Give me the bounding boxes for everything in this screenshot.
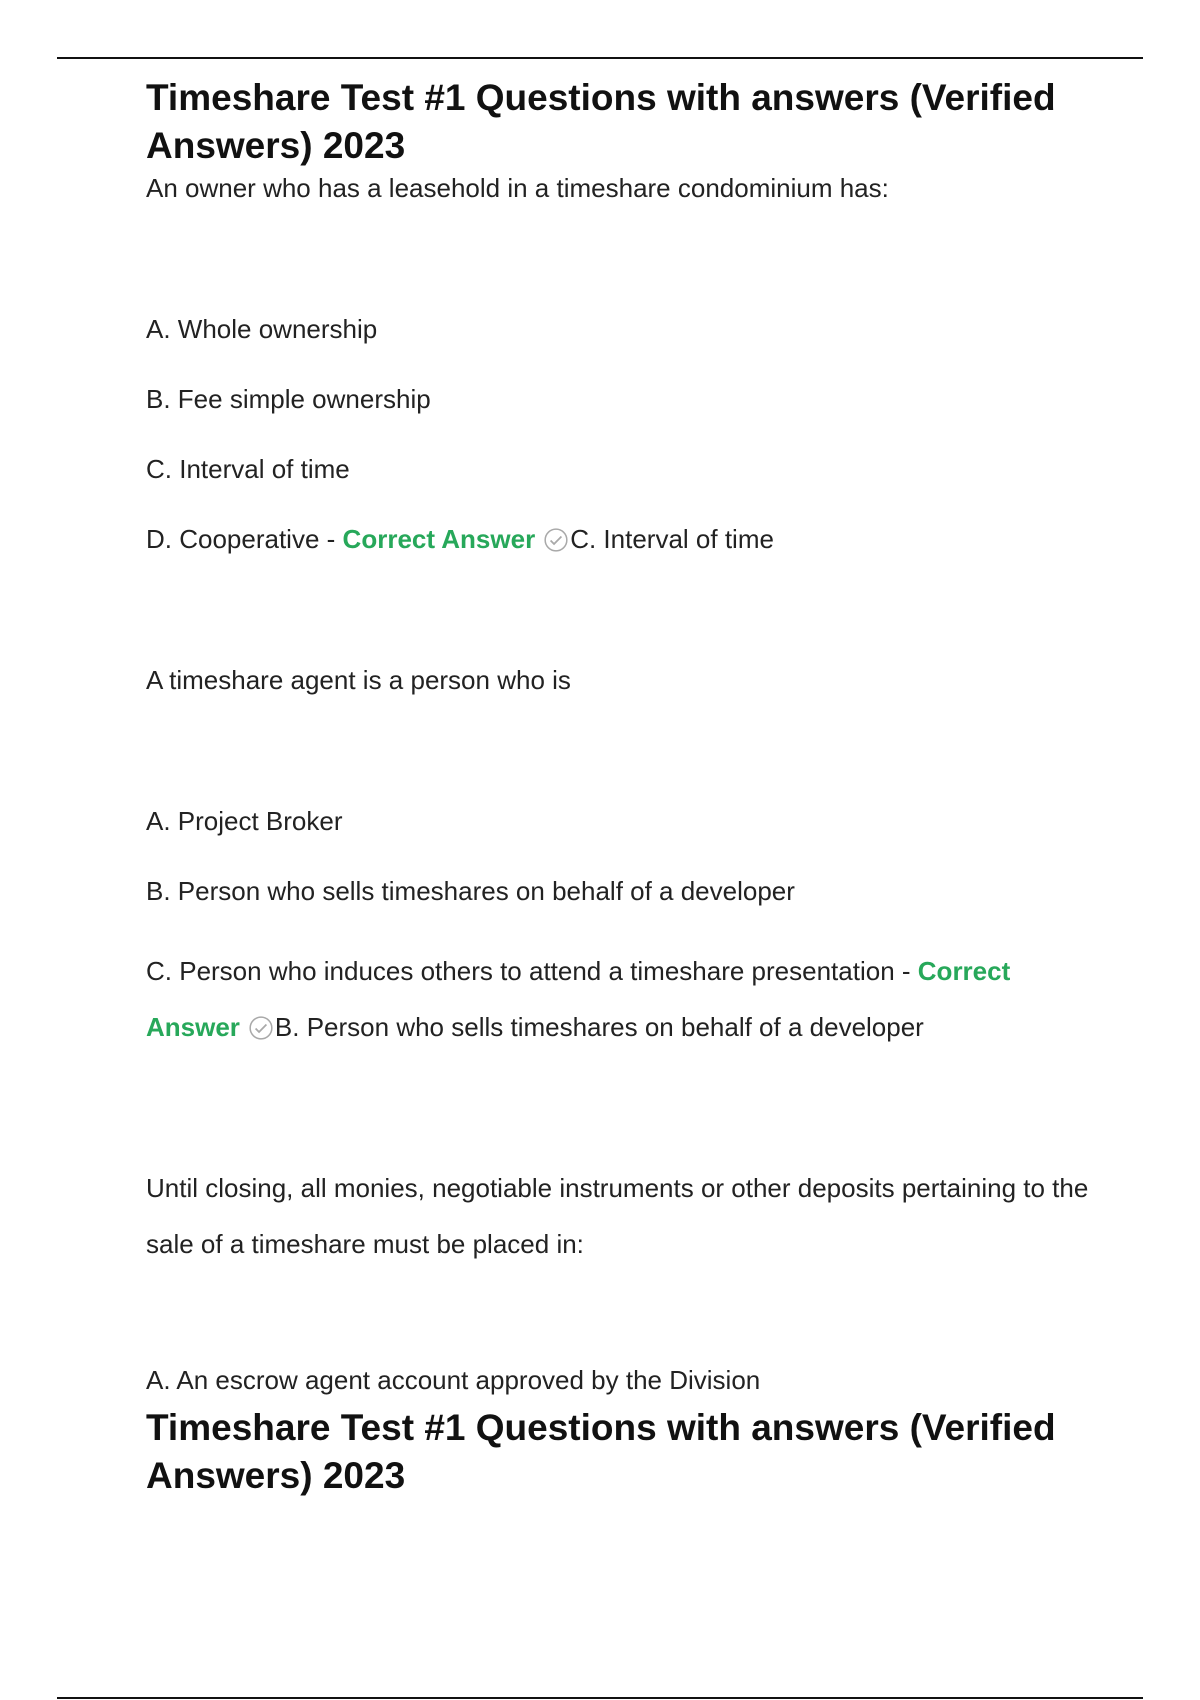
question-1-option-b: B. Fee simple ownership [146, 384, 431, 414]
question-2-answer: B. Person who sells timeshares on behalf of a developer [274, 1012, 924, 1042]
question-1-option-c: C. Interval of time [146, 454, 350, 484]
question-1-text: An owner who has a leasehold in a timeshare condominium has: [146, 173, 889, 203]
question-1-option-d: D. Cooperative - [146, 524, 336, 554]
page-content [146, 74, 1096, 1500]
bottom-rule [57, 1697, 1143, 1699]
question-3-text: Until closing, all monies, negotiable instruments or other deposits pertaining to the sale of a timeshare must be placed in: [146, 1173, 1089, 1259]
document-title: Timeshare Test #1 Questions with answers (Verified Answers) 2023 [146, 77, 1056, 166]
footer-title: Timeshare Test #1 Questions with answers (Verified Answers) 2023 [146, 1407, 1056, 1496]
check-circle-icon [248, 1015, 274, 1041]
question-2-option-a: A. Project Broker [146, 806, 343, 836]
question-2-option-b: B. Person who sells timeshares on behalf of a developer [146, 876, 795, 906]
question-1-option-a: A. Whole ownership [146, 314, 378, 344]
question-2-option-c-with-answer [146, 943, 1096, 1055]
correct-answer-label: Correct Answer [342, 524, 536, 554]
question-1-option-d-with-answer [146, 521, 1096, 557]
question-3-option-a: A. An escrow agent account approved by the Division [146, 1365, 761, 1395]
top-rule [57, 57, 1143, 59]
question-1-answer: C. Interval of time [570, 524, 774, 554]
check-circle-icon [543, 527, 569, 553]
question-2-text: A timeshare agent is a person who is [146, 665, 571, 695]
question-2-option-c: C. Person who induces others to attend a timeshare presentation - [146, 956, 911, 986]
correct-answer-label: Correct Answer [146, 956, 1011, 1042]
